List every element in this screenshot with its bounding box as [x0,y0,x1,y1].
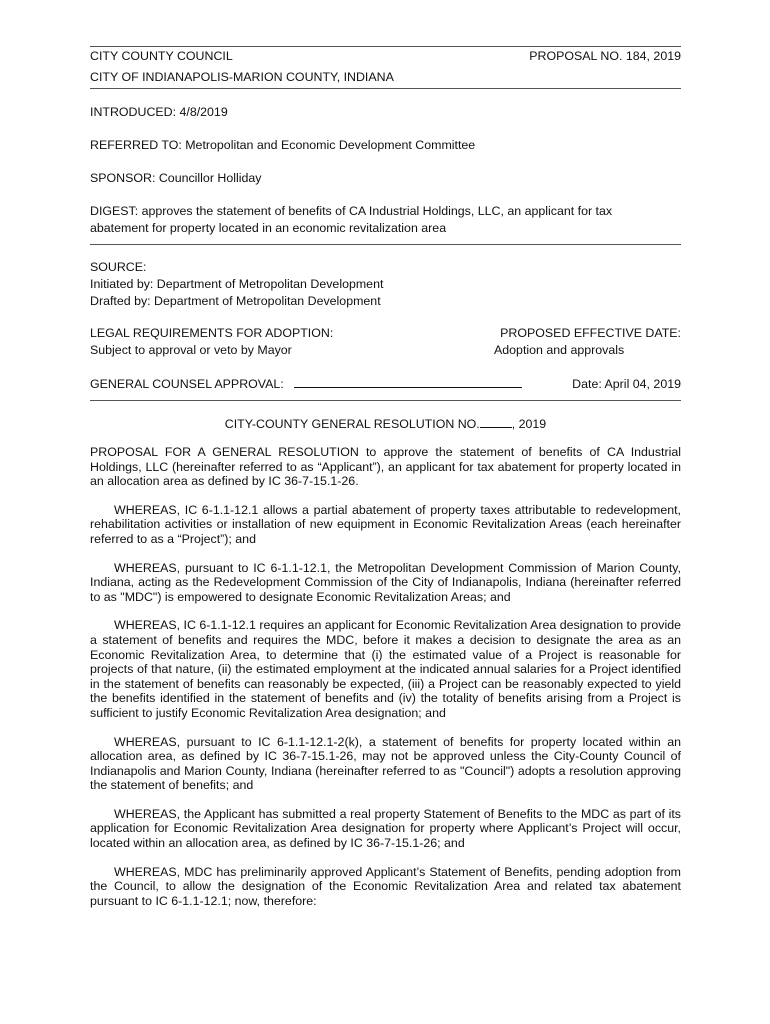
resolution-intro: PROPOSAL FOR A GENERAL RESOLUTION to approve the statement of benefits of CA Industrial Holdings, LLC (hereinafter referred to as “Applicant”), an applicant for tax abatement for property located in an allocation area as defined by IC 36-7-15.1-26. [90,445,681,489]
resolution-title [90,416,681,433]
whereas-paragraph: WHEREAS, MDC has preliminarily approved Applicant’s Statement of Benefits, pending adoption from the Council, to allow the designation of the Economic Revitalization Area and related tax abatement pursuant to IC 6-1.1-12.1; now, therefore: [90,864,681,908]
document-page [90,40,681,908]
approval-date: Date: April 04, 2019 [572,377,681,391]
effective-date-heading: PROPOSED EFFECTIVE DATE: [500,326,681,340]
digest-rule [90,244,681,245]
approval-rule [90,400,681,401]
approval-row [90,376,681,393]
source-drafted: Drafted by: Department of Metropolitan Development [90,294,381,308]
signature-line [294,376,522,388]
introduced-date: INTRODUCED: 4/8/2019 [90,105,228,119]
legal-row-2 [90,342,681,359]
effective-date-text: Adoption and approvals [494,343,625,357]
whereas-paragraph: WHEREAS, IC 6-1.1-12.1 requires an applicant for Economic Revitalization Area designation to provide a statement of benefits and requires the MDC, before it makes a decision to designate the area as an Economic Revitalization Area, to determine that (i) the estimated value of a Project is reasonable for projects of that nature, (ii) the estimated employment at the indicated annual salaries for a Project identified in the statement of benefits can reasonably be expected, (iii) a Project can be reasonably expected to yield the benefits identified in the statement of benefits and (iv) the totality of benefits arising from a Project is sufficient to justify Economic Revitalization Area designation; and [90,618,681,720]
source-initiated: Initiated by: Department of Metropolitan Development [90,277,384,291]
whereas-paragraph: WHEREAS, pursuant to IC 6-1.1-12.1, the Metropolitan Development Commission of Marion County, Indiana, acting as the Redevelopment Commission of the City of Indianapolis, Indiana (hereinafter referred to as "MDC") is empowered to designate Economic Revitalization Areas; and [90,560,681,604]
counsel-approval-label: GENERAL COUNSEL APPROVAL: [90,377,284,391]
top-rule [90,46,681,47]
resolution-title-suffix: , 2019 [511,417,547,431]
counsel-approval [90,376,522,393]
resolution-number-blank [480,416,512,428]
header-row [90,48,681,65]
council-name: CITY COUNTY COUNCIL [90,49,233,63]
legal-row-1 [90,325,681,342]
header-rule [90,88,681,89]
legal-heading: LEGAL REQUIREMENTS FOR ADOPTION: [90,326,334,340]
whereas-paragraph: WHEREAS, IC 6-1.1-12.1 allows a partial abatement of property taxes attributable to redevelopment, rehabilitation activities or installation of new equipment in Economic Revitalization Areas (each hereinafter referred to as a “Project”); and [90,502,681,546]
digest-line-2: abatement for property located in an economic revitalization area [90,221,447,235]
proposal-number: PROPOSAL NO. 184, 2019 [529,49,681,63]
resolution-title-prefix: CITY-COUNTY GENERAL RESOLUTION NO. [224,417,480,431]
whereas-paragraph: WHEREAS, the Applicant has submitted a real property Statement of Benefits to the MDC as part of its application for Economic Revitalization Area designation for property where Applicant’s Project will occur, located within an allocation area, as defined by IC 36-7-15.1-26; and [90,806,681,851]
referred-to: REFERRED TO: Metropolitan and Economic Development Committee [90,138,476,152]
whereas-paragraph: WHEREAS, pursuant to IC 6-1.1-12.1-2(k), a statement of benefits for property located within an allocation area, as defined by IC 36-7-15.1-26, may not be approved unless the City-County Council of Indianapolis and Marion County, Indiana (hereinafter referred to as "Council") adopts a resolution approving the statement of benefits; and [90,734,681,793]
digest-line-1: DIGEST: approves the statement of benefits of CA Industrial Holdings, LLC, an applicant for tax [90,204,613,218]
jurisdiction: CITY OF INDIANAPOLIS-MARION COUNTY, INDIANA [90,70,394,84]
legal-text: Subject to approval or veto by Mayor [90,343,292,357]
source-heading: SOURCE: [90,260,147,274]
sponsor: SPONSOR: Councillor Holliday [90,171,262,185]
